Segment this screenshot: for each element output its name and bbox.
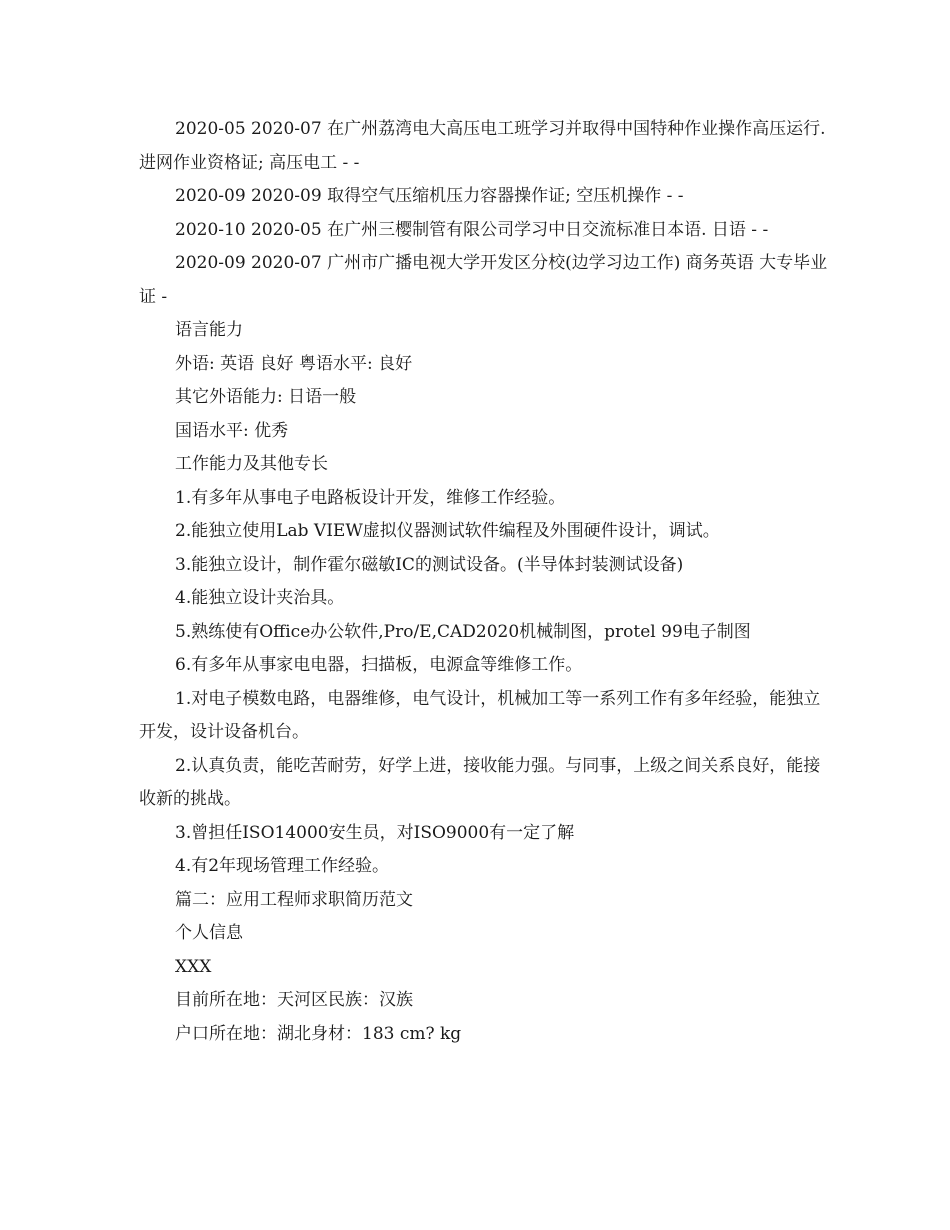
strength-item-3: 3.曾担任ISO14000安生员，对ISO9000有一定了解	[175, 822, 575, 843]
cert-entry-air-compressor: 2020-09 2020-09 取得空气压缩机压力容器操作证; 空压机操作 - -	[175, 186, 684, 206]
skill-item-4: 4.能独立设计夹治具。	[175, 588, 345, 608]
personal-name: XXX	[175, 956, 212, 977]
language-mandarin: 国语水平: 优秀	[175, 420, 289, 441]
language-other: 其它外语能力: 日语一般	[175, 387, 357, 407]
skill-item-3: 3.能独立设计，制作霍尔磁敏IC的测试设备。(半导体封装测试设备)	[175, 554, 684, 575]
document-body	[139, 113, 831, 1051]
language-foreign: 外语: 英语 良好 粤语水平: 良好	[175, 353, 413, 374]
section-heading-language: 语言能力	[175, 320, 243, 340]
personal-hukou: 户口所在地：湖北身材：183 cm? kg	[175, 1023, 462, 1044]
personal-location: 目前所在地：天河区民族：汉族	[175, 990, 413, 1010]
section-heading-skills: 工作能力及其他专长	[175, 454, 328, 474]
strength-item-4: 4.有2年现场管理工作经验。	[175, 856, 390, 876]
skill-item-1: 1.有多年从事电子电路板设计开发，维修工作经验。	[175, 487, 566, 508]
section-heading-personal-info: 个人信息	[175, 923, 243, 943]
skill-item-5: 5.熟练使有Office办公软件,Pro/E,CAD2020机械制图，protel 99电子制图	[175, 621, 751, 642]
cert-entry-japanese: 2020-10 2020-05 在广州三樱制管有限公司学习中日交流标准日本语. 日语 - -	[175, 219, 769, 240]
skill-item-6: 6.有多年从事家电电器，扫描板，电源盒等维修工作。	[175, 655, 583, 675]
strength-item-2: 2.认真负责，能吃苦耐劳，好学上进，接收能力强。与同事，上级之间关系良好，能接收新的挑战。	[139, 755, 821, 809]
skill-item-2: 2.能独立使用Lab VIEW虚拟仪器测试软件编程及外围硬件设计，调试。	[175, 521, 720, 541]
strength-item-1: 1.对电子模数电路，电器维修，电气设计，机械加工等一系列工作有多年经验，能独立开发，设计设备机台。	[139, 688, 821, 742]
chapter-title-two: 篇二：应用工程师求职简历范文	[175, 889, 413, 910]
cert-entry-high-voltage: 2020-05 2020-07 在广州荔湾电大高压电工班学习并取得中国特种作业操作高压运行.进网作业资格证; 高压电工 - -	[139, 119, 826, 173]
education-entry-business-english: 2020-09 2020-07 广州市广播电视大学开发区分校(边学习边工作) 商务英语 大专毕业证 -	[139, 253, 828, 307]
